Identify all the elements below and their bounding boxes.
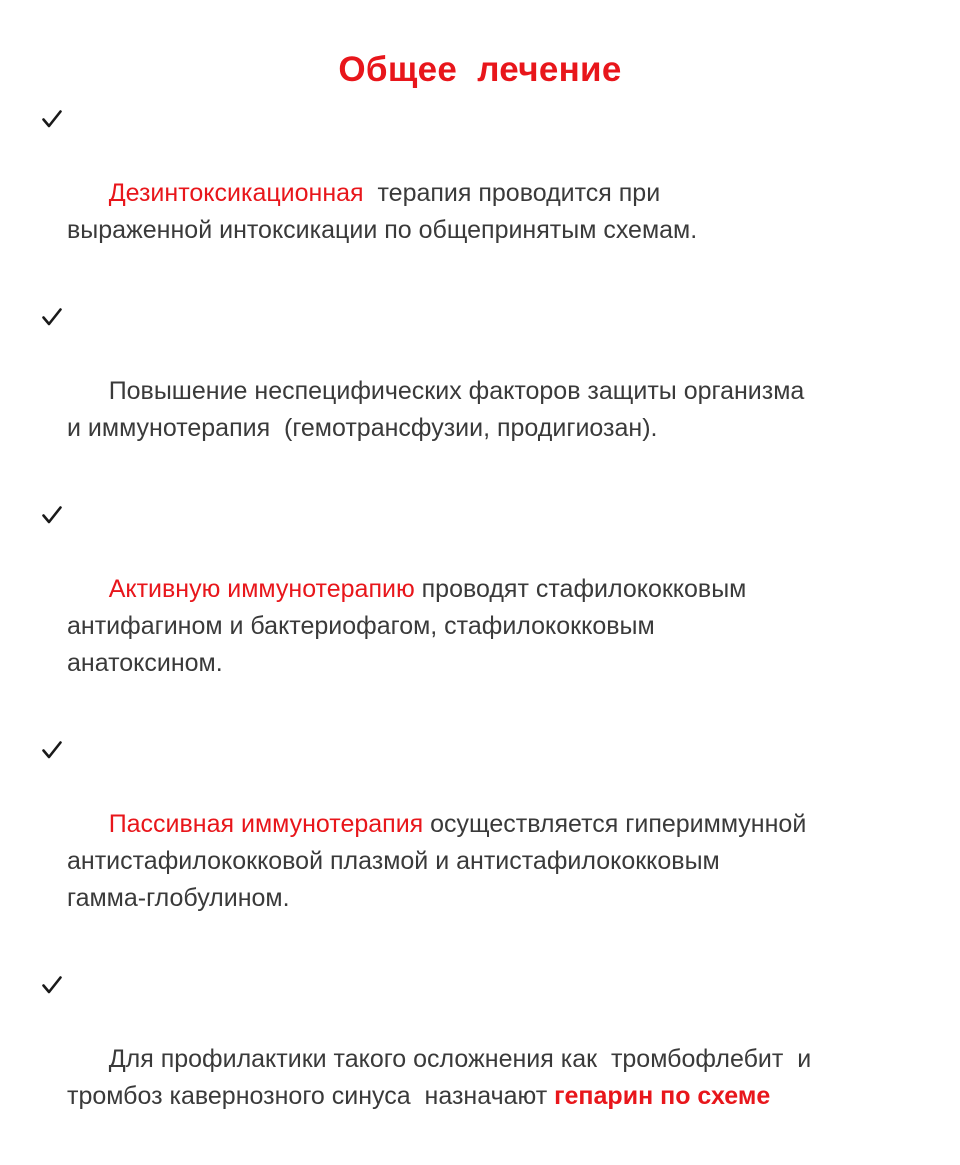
bullet-highlight: Активную иммунотерапию xyxy=(108,575,415,603)
slide-title: Общее лечение xyxy=(338,50,622,89)
bullet-list xyxy=(42,101,932,1165)
bullet-text: антифагином и бактериофагом, стафилококковым xyxy=(67,612,655,640)
bullet-text: Повышение неспецифических факторов защиты организма xyxy=(108,377,805,405)
bullet-text: антистафилококковой плазмой и антистафилококковым xyxy=(67,847,720,875)
bullet-highlight-bold: гепарин по схеме xyxy=(554,1082,771,1110)
bullet-item-passive-immunotherapy xyxy=(42,732,932,954)
bullet-text: терапия проводится при xyxy=(363,179,661,207)
bullet-item-prophylaxis xyxy=(42,967,932,1152)
bullet-text: Для профилактики такого осложнения как тромбофлебит и xyxy=(108,1045,812,1073)
check-icon xyxy=(42,308,62,326)
bullet-highlight: Пассивная иммунотерапия xyxy=(108,810,424,838)
bullet-text: анатоксином. xyxy=(67,649,223,677)
bullet-item-nonspecific xyxy=(42,299,932,484)
bullet-text: гамма-глобулином. xyxy=(67,884,290,912)
bullet-item-active-immunotherapy xyxy=(42,497,932,719)
bullet-text: тромбоз кавернозного синуса назначают xyxy=(67,1082,555,1110)
bullet-text: проводят стафилококковым xyxy=(414,575,747,603)
check-icon xyxy=(42,976,62,994)
bullet-highlight: Дезинтоксикационная xyxy=(108,179,364,207)
bullet-text: осуществляется гипериммунной xyxy=(423,810,807,838)
bullet-item-detox xyxy=(42,101,932,286)
bullet-text: и иммунотерапия (гемотрансфузии, продигиозан). xyxy=(67,414,658,442)
check-icon xyxy=(42,506,62,524)
bullet-text: выраженной интоксикации по общепринятым схемам. xyxy=(67,216,698,244)
check-icon xyxy=(42,741,62,759)
check-icon xyxy=(42,110,62,128)
